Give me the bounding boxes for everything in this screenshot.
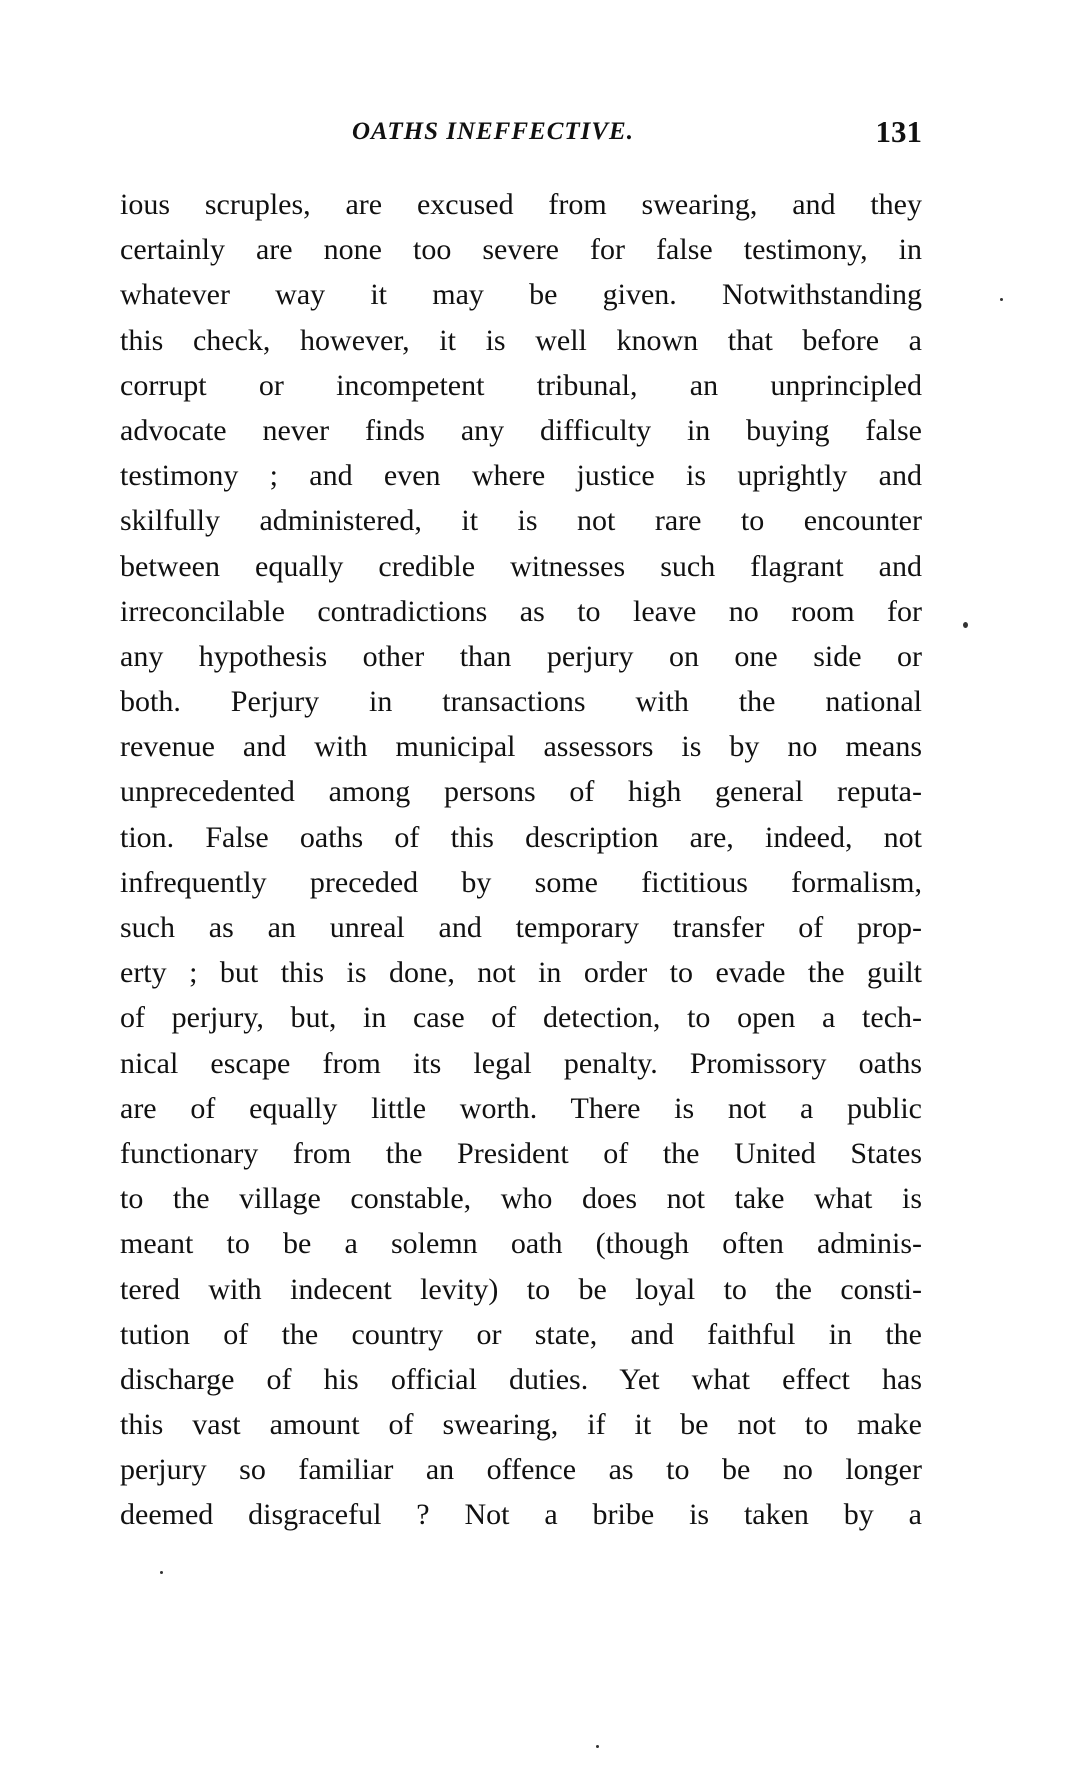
text-line-content: tion. False oaths of this description are, indeed, not — [120, 820, 922, 854]
text-line-content: tered with indecent levity) to be loyal to the consti- — [120, 1272, 922, 1306]
text-line-content: of perjury, but, in case of detection, to open a tech- — [120, 1001, 922, 1035]
text-line-content: infrequently preceded by some fictitious formalism, — [120, 865, 922, 899]
text-line-content: both. Perjury in transactions with the national — [120, 685, 922, 719]
text-line — [120, 453, 922, 498]
text-line — [120, 1041, 922, 1086]
text-line — [120, 995, 922, 1040]
text-line-content: discharge of his official duties. Yet what effect has — [120, 1362, 922, 1396]
text-line — [120, 318, 922, 363]
text-line-content: tution of the country or state, and faithful in the — [120, 1317, 922, 1351]
text-line-content: meant to be a solemn oath (though often adminis- — [120, 1227, 922, 1261]
scan-speck — [963, 622, 968, 628]
text-line — [120, 1447, 922, 1492]
text-line-content: skilfully administered, it is not rare to encounter — [120, 504, 922, 538]
text-line-content: ious scruples, are excused from swearing, and they — [120, 188, 922, 221]
text-line-content: this check, however, it is well known that before a — [120, 323, 922, 357]
text-line-content: erty ; but this is done, not in order to evade the guilt — [120, 956, 922, 990]
text-line-content: nical escape from its legal penalty. Promissory oaths — [120, 1046, 922, 1080]
text-line-content: functionary from the President of the United States — [120, 1136, 922, 1170]
scan-speck — [596, 1745, 599, 1748]
text-line-content: irreconcilable contradictions as to leave no room for — [120, 594, 922, 628]
text-line — [120, 724, 922, 769]
scan-speck — [1000, 298, 1003, 301]
text-line-content: whatever way it may be given. Notwithstanding — [120, 278, 922, 312]
text-line-content: revenue and with municipal assessors is by no means — [120, 730, 922, 764]
text-line-content: any hypothesis other than perjury on one side or — [120, 639, 922, 673]
text-line-content: are of equally little worth. There is not a public — [120, 1091, 922, 1125]
text-line — [120, 905, 922, 950]
text-line — [120, 408, 922, 453]
text-line-content: such as an unreal and temporary transfer of prop- — [120, 911, 922, 944]
text-line-content: corrupt or incompetent tribunal, an unprincipled — [120, 368, 922, 402]
text-line-content: advocate never finds any difficulty in buying false — [120, 413, 922, 447]
text-line — [120, 769, 922, 814]
text-line — [120, 1086, 922, 1131]
text-line-content: perjury so familiar an offence as to be no longer — [120, 1453, 922, 1487]
text-line — [120, 227, 922, 272]
text-line — [120, 272, 922, 317]
text-line — [120, 1131, 922, 1176]
text-line — [120, 634, 922, 679]
text-line — [120, 1267, 922, 1312]
text-line-content: to the village constable, who does not take what is — [120, 1182, 922, 1216]
text-line — [120, 679, 922, 724]
text-line — [120, 860, 922, 905]
text-line-content: certainly are none too severe for false testimony, in — [120, 233, 922, 267]
text-line — [120, 1492, 922, 1537]
text-line — [120, 498, 922, 543]
text-line-content: unprecedented among persons of high general reputa- — [120, 775, 922, 809]
text-line — [120, 182, 922, 227]
text-line — [120, 815, 922, 860]
text-line — [120, 363, 922, 408]
text-line — [120, 950, 922, 995]
text-line-content: between equally credible witnesses such flagrant and — [120, 549, 922, 583]
text-line-content: this vast amount of swearing, if it be not to make — [120, 1408, 922, 1442]
text-line — [120, 1312, 922, 1357]
page-header — [120, 114, 922, 158]
text-line — [120, 1221, 922, 1266]
text-line — [120, 544, 922, 589]
text-line-content: testimony ; and even where justice is uprightly and — [120, 459, 922, 493]
text-line-content: deemed disgraceful ? Not a bribe is taken by a — [120, 1498, 922, 1532]
scan-speck — [160, 1571, 163, 1574]
text-line — [120, 1357, 922, 1402]
text-line — [120, 589, 922, 634]
running-title: OATHS INEFFECTIVE. — [352, 118, 634, 145]
page-number: 131 — [875, 114, 922, 149]
body-text — [120, 182, 922, 1538]
text-line — [120, 1176, 922, 1221]
text-line — [120, 1402, 922, 1447]
